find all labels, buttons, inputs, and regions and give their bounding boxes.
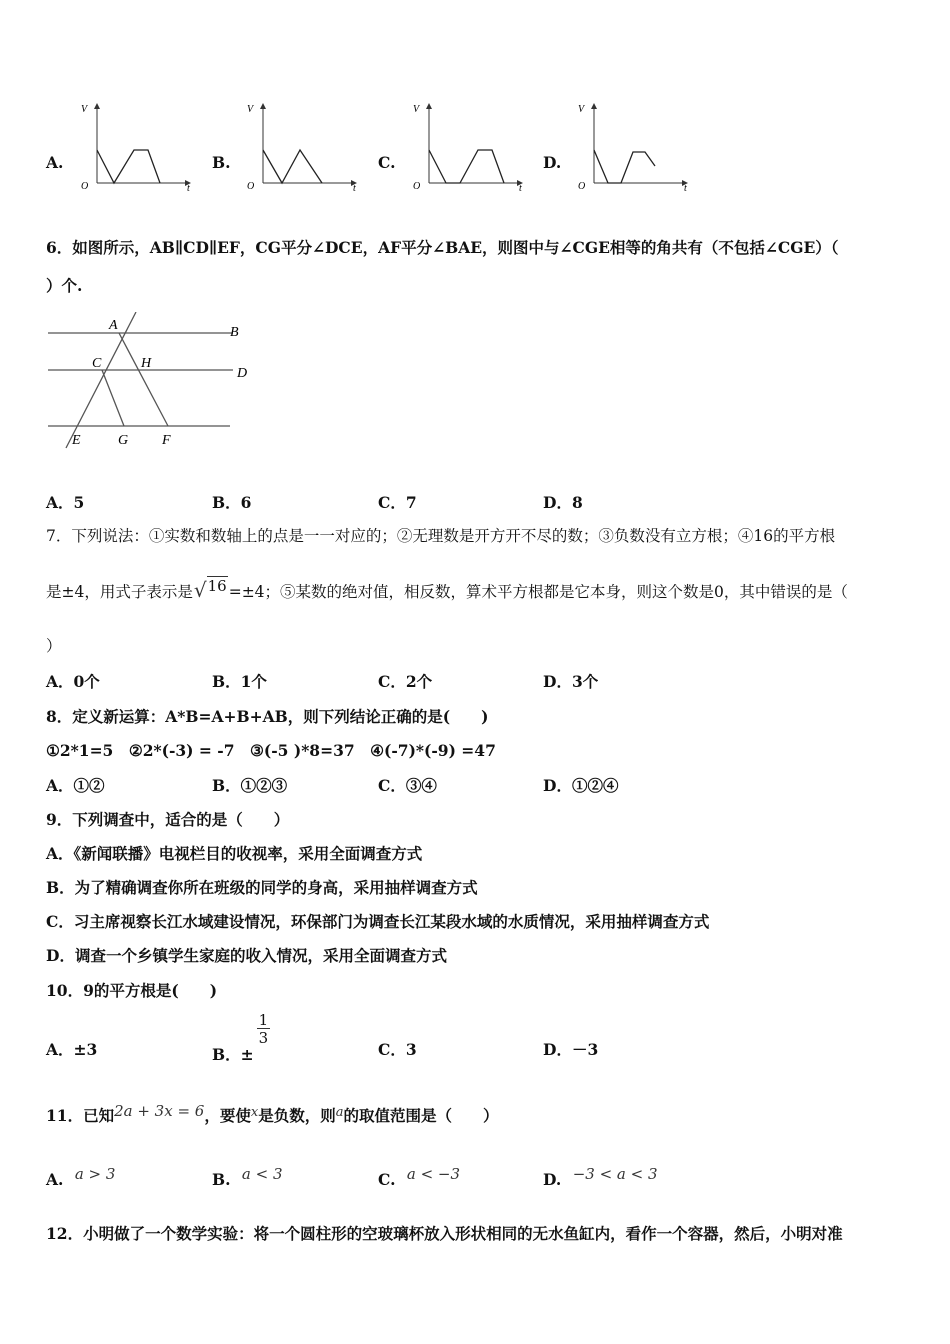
q6-stem-line1: 6．如图所示，AB∥CD∥EF，CG平分∠DCE，AF平分∠BAE，则图中与∠CGE相等的角共有（不包括∠CGE）（ <box>46 238 839 257</box>
q7-option-d[interactable]: D．3个 <box>543 672 599 691</box>
q11-equation: 2a + 3x = 6 <box>114 1102 205 1120</box>
q6-figure <box>40 312 270 452</box>
q5-graph-c <box>408 100 528 194</box>
svg-text:t: t <box>684 183 687 194</box>
line-af <box>119 333 168 426</box>
svg-text:O: O <box>413 181 421 192</box>
label-b: B <box>230 325 239 340</box>
label-g: G <box>118 433 129 448</box>
q8-option-d[interactable]: D．①②④ <box>543 776 619 795</box>
q11-var-x: x <box>250 1105 259 1120</box>
q11-option-c-letter: C. <box>378 1170 396 1189</box>
q11-option-b-letter: B. <box>212 1170 231 1189</box>
q11-stem-pre: 11．已知 <box>46 1106 115 1125</box>
q6-option-b[interactable]: B．6 <box>212 493 252 512</box>
q7-line2-post: =±4；⑤某数的绝对值，相反数，算术平方根都是它本身，则这个数是0，其中错误的是（ <box>228 583 848 601</box>
label-e: E <box>72 433 81 448</box>
graph-line <box>429 150 504 183</box>
svg-text:O: O <box>578 181 586 192</box>
label-d: D <box>237 366 248 381</box>
q5-graph-a <box>76 100 196 194</box>
q10-stem: 10．9的平方根是( ) <box>46 981 218 1000</box>
q11-stem <box>46 1104 498 1126</box>
q6-stem-line2: ）个. <box>46 276 83 295</box>
graph-line <box>263 150 322 183</box>
q7-option-c[interactable]: C．2个 <box>378 672 433 691</box>
q11-option-d-expr: −3 < a < 3 <box>572 1165 658 1183</box>
q5-option-b-letter: B. <box>212 153 231 172</box>
svg-text:t: t <box>353 183 356 194</box>
q10-option-b[interactable] <box>212 1011 270 1064</box>
q11-option-d[interactable] <box>543 1165 658 1189</box>
q9-option-b[interactable]: B．为了精确调查你所在班级的同学的身高，采用抽样调查方式 <box>46 878 478 897</box>
q11-stem-mid2: 是负数，则 <box>258 1106 336 1125</box>
q9-option-c[interactable]: C．习主席视察长江水域建设情况，环保部门为调查长江某段水域的水质情况，采用抽样调查方式 <box>46 912 710 931</box>
svg-text:V: V <box>413 104 420 115</box>
sqrt-expression <box>194 578 228 602</box>
svg-text:V: V <box>247 104 254 115</box>
svg-text:V: V <box>578 104 585 115</box>
label-h: H <box>141 356 152 371</box>
q11-stem-mid1: ，要使 <box>204 1106 251 1125</box>
svg-text:t: t <box>519 183 522 194</box>
line-cg <box>102 370 124 426</box>
q6-option-c[interactable]: C．7 <box>378 493 417 512</box>
q11-var-a: a <box>335 1105 344 1120</box>
q11-option-a[interactable] <box>46 1165 116 1189</box>
q10-option-c[interactable]: C．3 <box>378 1040 417 1059</box>
q10-option-b-prefix: B．± <box>212 1044 254 1064</box>
q6-option-a[interactable]: A．5 <box>46 493 85 512</box>
q11-option-c-expr: a < −3 <box>406 1165 461 1183</box>
q10-option-d[interactable]: D．－3 <box>543 1040 599 1059</box>
q11-option-d-letter: D. <box>543 1170 562 1189</box>
q5-option-d-letter: D. <box>543 153 562 172</box>
q9-option-a[interactable]: A．《新闻联播》电视栏目的收视率，采用全面调查方式 <box>46 844 423 863</box>
q7-stem-line1: 7．下列说法：①实数和数轴上的点是一一对应的；②无理数是开方开不尽的数；③负数没有立方根；④16的平方根 <box>46 527 836 545</box>
q7-option-a[interactable]: A．0个 <box>46 672 100 691</box>
q8-option-c[interactable]: C．③④ <box>378 776 437 795</box>
q8-statements: ①2*1=5 ②2*(-3) = -7 ③(-5 )*8=37 ④(-7)*(-9) =47 <box>46 741 496 760</box>
label-c: C <box>92 356 102 371</box>
q7-stem-line3: ） <box>46 637 62 655</box>
q10-option-a[interactable]: A．±3 <box>46 1040 98 1059</box>
q11-option-c[interactable] <box>378 1165 461 1189</box>
q5-graph-b <box>242 100 362 194</box>
q12-stem: 12．小明做了一个数学实验：将一个圆柱形的空玻璃杯放入形状相同的无水鱼缸内，看作一个容器，然后，小明对准 <box>46 1224 843 1243</box>
graph-line <box>594 150 655 183</box>
q7-option-b[interactable]: B．1个 <box>212 672 267 691</box>
q8-option-b[interactable]: B．①②③ <box>212 776 288 795</box>
q5-graph-d <box>573 100 693 194</box>
fraction-one-third <box>257 1012 271 1047</box>
sqrt-radicand: 16 <box>207 577 227 595</box>
fraction-denominator: 3 <box>258 1029 269 1047</box>
q5-option-a-letter: A. <box>46 153 64 172</box>
label-a: A <box>109 318 118 333</box>
fraction-numerator: 1 <box>258 1011 269 1029</box>
q7-line2-pre: 是±4，用式子表示是 <box>46 583 193 601</box>
q11-stem-post: 的取值范围是（ ） <box>343 1106 499 1125</box>
q9-option-d[interactable]: D．调查一个乡镇学生家庭的收入情况，采用全面调查方式 <box>46 946 447 965</box>
q11-option-a-letter: A. <box>46 1170 64 1189</box>
q9-stem: 9．下列调查中，适合的是（ ） <box>46 810 290 829</box>
t-label: t <box>187 183 190 194</box>
q5-option-c-letter: C. <box>378 153 396 172</box>
v-label: V <box>81 104 88 115</box>
origin-label: O <box>81 181 89 192</box>
q11-option-a-expr: a > 3 <box>74 1165 116 1183</box>
radical-sign-icon: √ <box>193 578 207 602</box>
label-f: F <box>162 433 171 448</box>
q6-option-d[interactable]: D．8 <box>543 493 583 512</box>
svg-text:O: O <box>247 181 255 192</box>
q8-stem: 8．定义新运算：A*B=A+B+AB，则下列结论正确的是( ) <box>46 707 489 726</box>
q11-option-b-expr: a < 3 <box>241 1165 283 1183</box>
graph-line <box>97 150 160 183</box>
q8-option-a[interactable]: A．①② <box>46 776 105 795</box>
q11-option-b[interactable] <box>212 1165 283 1189</box>
q7-stem-line2 <box>46 578 848 614</box>
